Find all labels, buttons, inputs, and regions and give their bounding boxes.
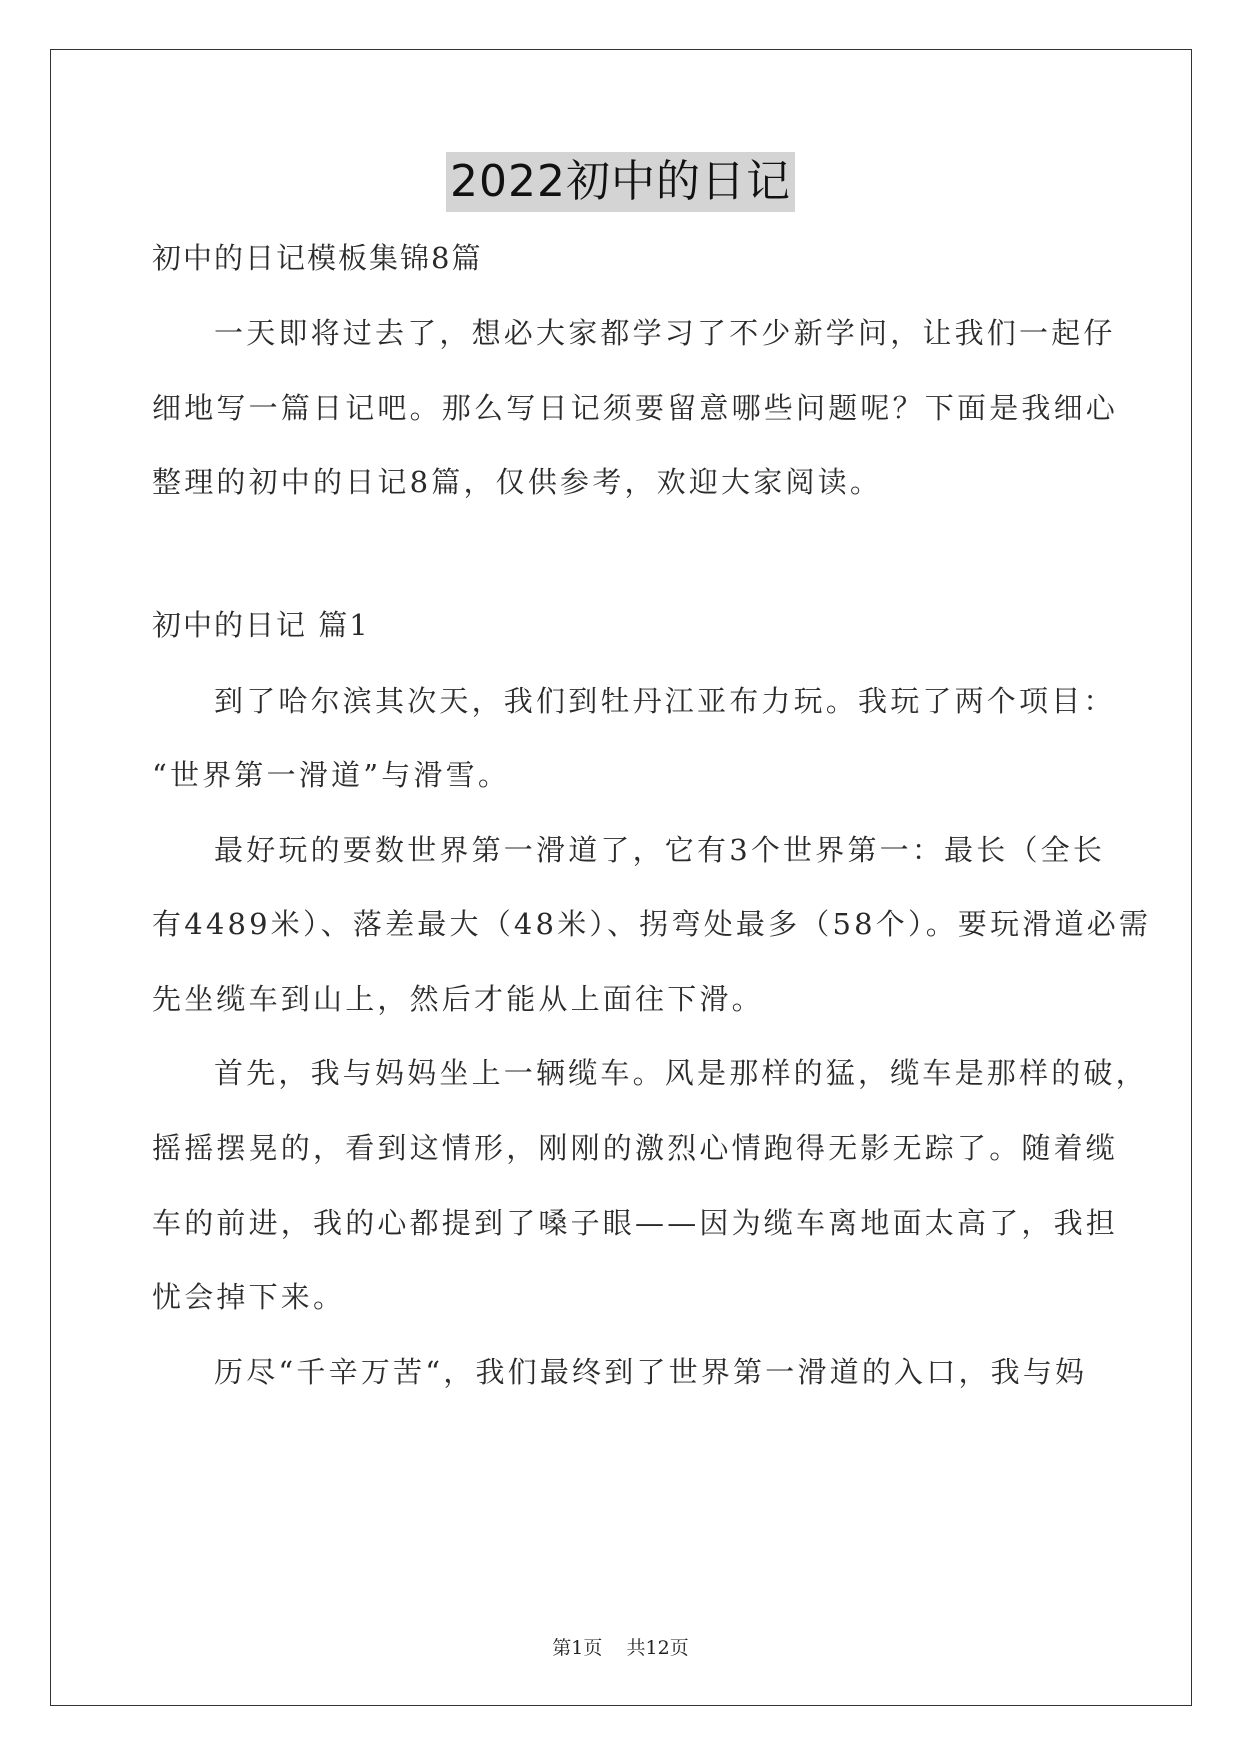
body-line: 到了哈尔滨其次天，我们到牡丹江亚布力玩。我玩了两个项目： <box>214 684 1116 718</box>
section-heading: 初中的日记 篇1 <box>152 608 370 642</box>
body-line: 首先，我与妈妈坐上一辆缆车。风是那样的猛，缆车是那样的破， <box>214 1056 1148 1090</box>
body-line: 忧会掉下来。 <box>152 1280 346 1314</box>
body-line: 车的前进，我的心都提到了嗓子眼——因为缆车离地面太高了，我担 <box>152 1206 1119 1240</box>
page-total: 共12页 <box>626 1637 689 1659</box>
document-title: 2022初中的日记 <box>446 152 795 212</box>
body-line: 历尽“千辛万苦“，我们最终到了世界第一滑道的入口，我与妈 <box>214 1355 1088 1389</box>
body-line: 摇摇摆晃的，看到这情形，刚刚的激烈心情跑得无影无踪了。随着缆 <box>152 1131 1119 1165</box>
page-number: 第1页 <box>552 1637 603 1659</box>
intro-line: 整理的初中的日记8篇，仅供参考，欢迎大家阅读。 <box>152 465 883 499</box>
body-line: 有4489米）、落差最大（48米）、拐弯处最多（58个）。要玩滑道必需 <box>152 907 1152 941</box>
page-border <box>50 49 1192 1706</box>
body-line: “世界第一滑道”与滑雪。 <box>152 758 511 792</box>
intro-line: 细地写一篇日记吧。那么写日记须要留意哪些问题呢？下面是我细心 <box>152 391 1119 425</box>
intro-line: 一天即将过去了，想必大家都学习了不少新学问，让我们一起仔 <box>214 316 1116 350</box>
body-line: 先坐缆车到山上，然后才能从上面往下滑。 <box>152 982 764 1016</box>
document-subtitle: 初中的日记模板集锦8篇 <box>152 241 483 275</box>
body-line: 最好玩的要数世界第一滑道了，它有3个世界第一：最长（全长 <box>214 833 1106 867</box>
title-area <box>0 152 1241 212</box>
page-footer <box>0 1636 1241 1660</box>
